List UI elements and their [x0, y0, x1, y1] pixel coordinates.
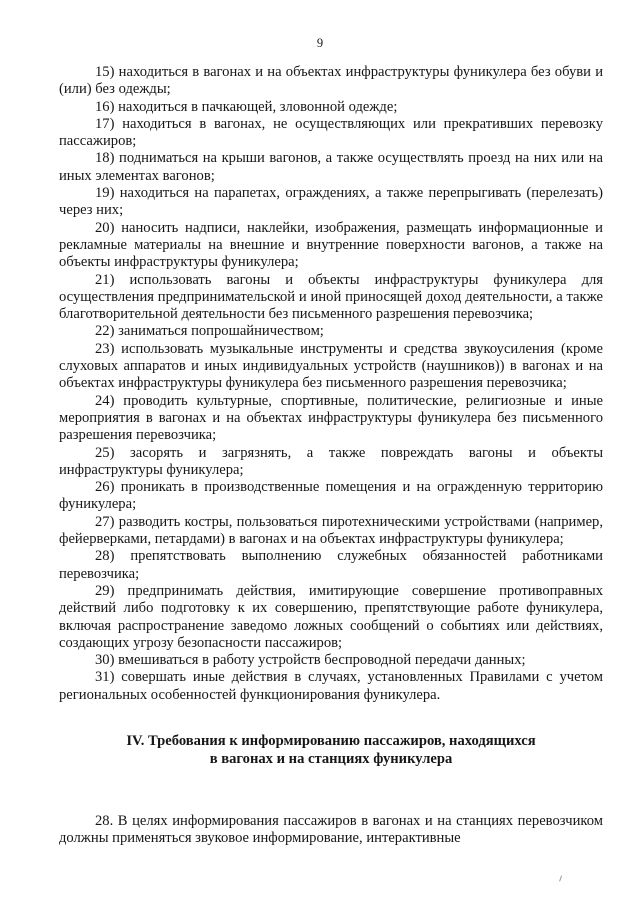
list-item-16: 16) находиться в пачкающей, зловонной одежде;: [95, 98, 398, 115]
list-item-21: 21) использовать вагоны и объекты инфраструктуры фуникулера для осуществления предпринимательской и иной приносящей доход деятельности, а также благотворительной деятельности без письменного разрешения перевозчика;: [59, 271, 603, 323]
list-item-22: 22) заниматься попрошайничеством;: [95, 323, 324, 340]
list-item-19: 19) находиться на парапетах, ограждениях, а также перепрыгивать (перелезать) через них;: [59, 185, 603, 219]
section-heading: [59, 733, 603, 768]
list-item-17: 17) находиться в вагонах, не осуществляющих или прекративших перевозку пассажиров;: [59, 115, 603, 150]
list-item-27: 27) разводить костры, пользоваться пиротехническими устройствами (например, фейерверками, петардами) в вагонах и на объектах инфраструктуры фуникулера;: [59, 513, 603, 548]
paragraph-28: 28. В целях информирования пассажиров в вагонах и на станциях перевозчиком должны применяться звуковое информирование, интерактивные: [59, 813, 603, 847]
list-item-30: 30) вмешиваться в работу устройств беспроводной передачи данных;: [95, 652, 526, 669]
list-item-26: 26) проникать в производственные помещения и на огражденную территорию фуникулера;: [59, 479, 603, 513]
scan-mark: [559, 875, 565, 882]
list-item-28: 28) препятствовать выполнению служебных обязанностей работниками перевозчика;: [59, 548, 603, 582]
list-item-31: 31) совершать иные действия в случаях, установленных Правилами с учетом региональных особенностей функционирования фуникулера.: [59, 669, 603, 703]
section-heading-line-2: в вагонах и на станциях фуникулера: [209, 750, 453, 767]
document-body: [59, 64, 603, 768]
list-item-24: 24) проводить культурные, спортивные, политические, религиозные и иные мероприятия в вагонах и на объектах инфраструктуры фуникулера без письменного разрешения перевозчика;: [59, 392, 603, 444]
list-item-15: 15) находиться в вагонах и на объектах инфраструктуры фуникулера без обуви и (или) без одежды;: [59, 64, 603, 98]
list-item-20: 20) наносить надписи, наклейки, изображения, размещать информационные и рекламные материалы на внешние и внутренние поверхности вагонов, а также на объекты инфраструктуры фуникулера;: [59, 219, 603, 271]
paragraph-28-container: [59, 813, 603, 853]
page-number: 9: [316, 36, 324, 50]
list-item-25: 25) засорять и загрязнять, а также повреждать вагоны и объекты инфраструктуры фуникулера;: [59, 444, 603, 478]
list-item-18: 18) подниматься на крыши вагонов, а также осуществлять проезд на них или на иных элементах вагонов;: [59, 150, 603, 184]
list-item-23: 23) использовать музыкальные инструменты и средства звукоусиления (кроме слуховых аппаратов и иных индивидуальных устройств (наушников)) в вагонах и на объектах инфраструктуры фуникулера без письменного разрешения перевозчика;: [59, 340, 603, 392]
list-item-29: 29) предпринимать действия, имитирующие совершение противоправных действий либо подготовку к их совершению, препятствующие работе фуникулера, включая распространение заведомо ложных сообщений о событиях или действиях, создающих угрозу безопасности пассажиров;: [59, 582, 603, 651]
section-heading-line-1: IV. Требования к информированию пассажиров, находящихся: [126, 732, 536, 749]
